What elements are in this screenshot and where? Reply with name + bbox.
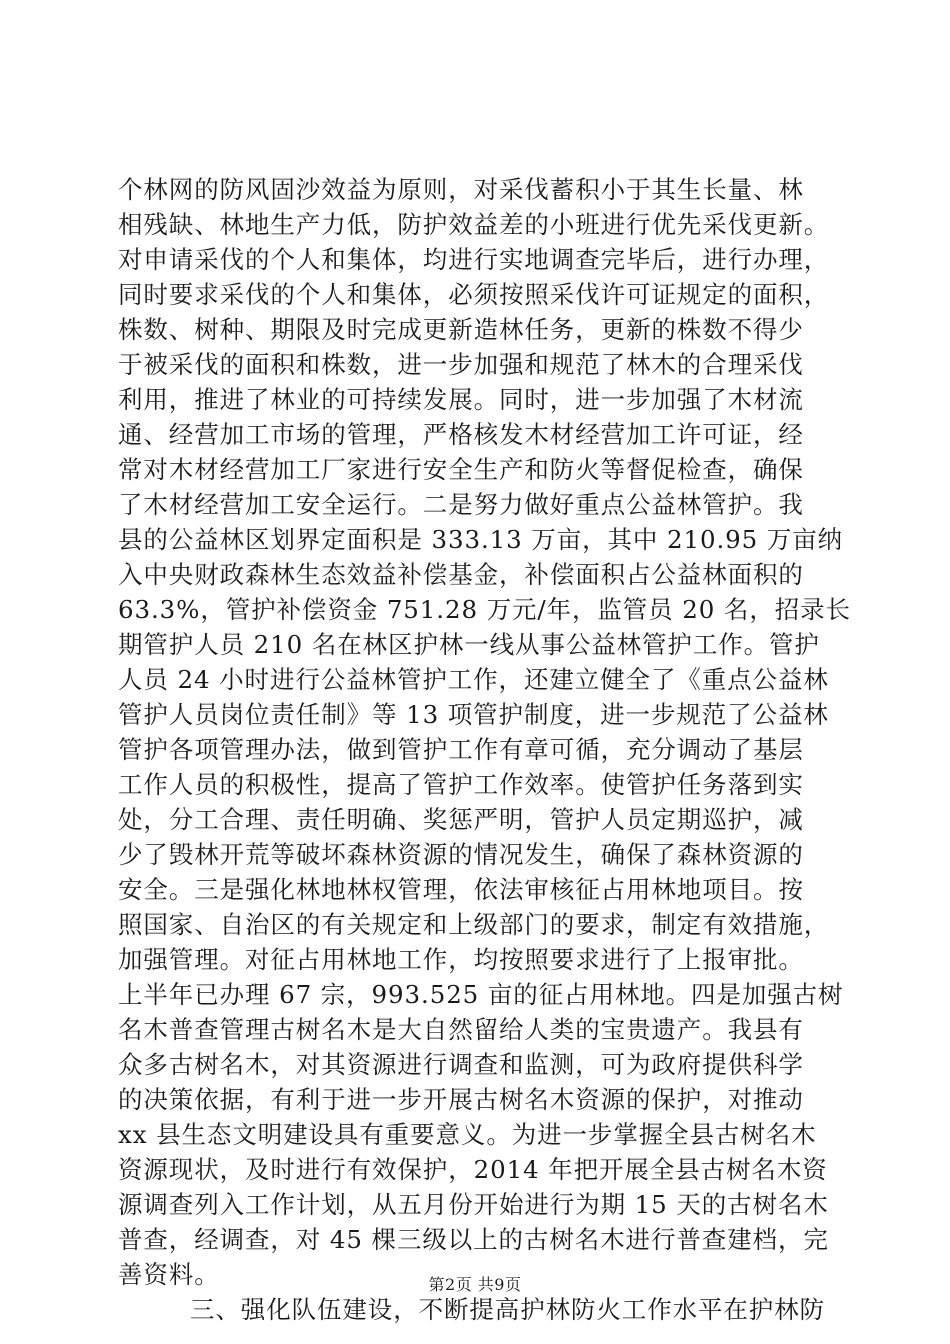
text-line: 通、经营加工市场的管理，严格核发木材经营加工许可证，经 [118, 420, 804, 449]
page-footer: 第2页 共9页 [428, 1275, 522, 1294]
text-line: 名木普查管理古树名木是大自然留给人类的宝贵遗产。我县有 [118, 1015, 804, 1044]
text-line: 管护各项管理办法，做到管护工作有章可循，充分调动了基层 [118, 735, 804, 764]
body-text [118, 172, 851, 1327]
text-line: 处，分工合理、责任明确、奖惩严明，管护人员定期巡护，减 [118, 805, 804, 834]
text-line: 上半年已办理 67 宗，993.525 亩的征占用林地。四是加强古树 [118, 980, 844, 1009]
section-heading-line: 三、强化队伍建设，不断提高护林防火工作水平在护林防 [190, 1295, 825, 1324]
text-line: 资源现状，及时进行有效保护，2014 年把开展全县古树名木资 [118, 1155, 828, 1184]
text-line: 于被采伐的面积和株数，进一步加强和规范了林木的合理采伐 [118, 350, 804, 379]
text-line: 工作人员的积极性，提高了管护工作效率。使管护任务落到实 [118, 770, 804, 799]
text-line: 的决策依据，有利于进一步开展古树名木资源的保护，对推动 [118, 1085, 804, 1114]
text-line: 常对木材经营加工厂家进行安全生产和防火等督促检查，确保 [118, 455, 804, 484]
text-line: 善资料。 [118, 1260, 220, 1289]
text-line: 入中央财政森林生态效益补偿基金，补偿面积占公益林面积的 [118, 560, 804, 589]
text-line: 了木材经营加工安全运行。二是努力做好重点公益林管护。我 [118, 490, 804, 519]
text-line: 源调查列入工作计划，从五月份开始进行为期 15 天的古树名木 [118, 1190, 829, 1219]
text-line: 利用，推进了林业的可持续发展。同时，进一步加强了木材流 [118, 385, 804, 414]
text-line: 63.3%，管护补偿资金 751.28 万元/年，监管员 20 名，招录长 [118, 595, 851, 624]
text-line: xx 县生态文明建设具有重要意义。为进一步掌握全县古树名木 [118, 1120, 817, 1149]
text-line: 同时要求采伐的个人和集体，必须按照采伐许可证规定的面积， [118, 280, 830, 309]
text-line: 普查，经调查，对 45 棵三级以上的古树名木进行普查建档，完 [118, 1225, 829, 1254]
text-line: 县的公益林区划界定面积是 333.13 万亩，其中 210.95 万亩纳 [118, 525, 844, 554]
text-line: 人员 24 小时进行公益林管护工作，还建立健全了《重点公益林 [118, 665, 829, 694]
text-line: 对申请采伐的个人和集体，均进行实地调查完毕后，进行办理， [118, 245, 830, 274]
text-line: 照国家、自治区的有关规定和上级部门的要求，制定有效措施， [118, 910, 830, 939]
text-line: 株数、树种、期限及时完成更新造林任务，更新的株数不得少 [118, 315, 804, 344]
text-line: 加强管理。对征占用林地工作，均按照要求进行了上报审批。 [118, 945, 804, 974]
text-line: 众多古树名木，对其资源进行调查和监测，可为政府提供科学 [118, 1050, 804, 1079]
text-line: 期管护人员 210 名在林区护林一线从事公益林管护工作。管护 [118, 630, 820, 659]
text-line: 少了毁林开荒等破坏森林资源的情况发生，确保了森林资源的 [118, 840, 804, 869]
text-line: 安全。三是强化林地林权管理，依法审核征占用林地项目。按 [118, 875, 804, 904]
text-line: 管护人员岗位责任制》等 13 项管护制度，进一步规范了公益林 [118, 700, 829, 729]
text-line: 相残缺、林地生产力低，防护效益差的小班进行优先采伐更新。 [118, 210, 830, 239]
text-line: 个林网的防风固沙效益为原则，对采伐蓄积小于其生长量、林 [118, 175, 804, 204]
